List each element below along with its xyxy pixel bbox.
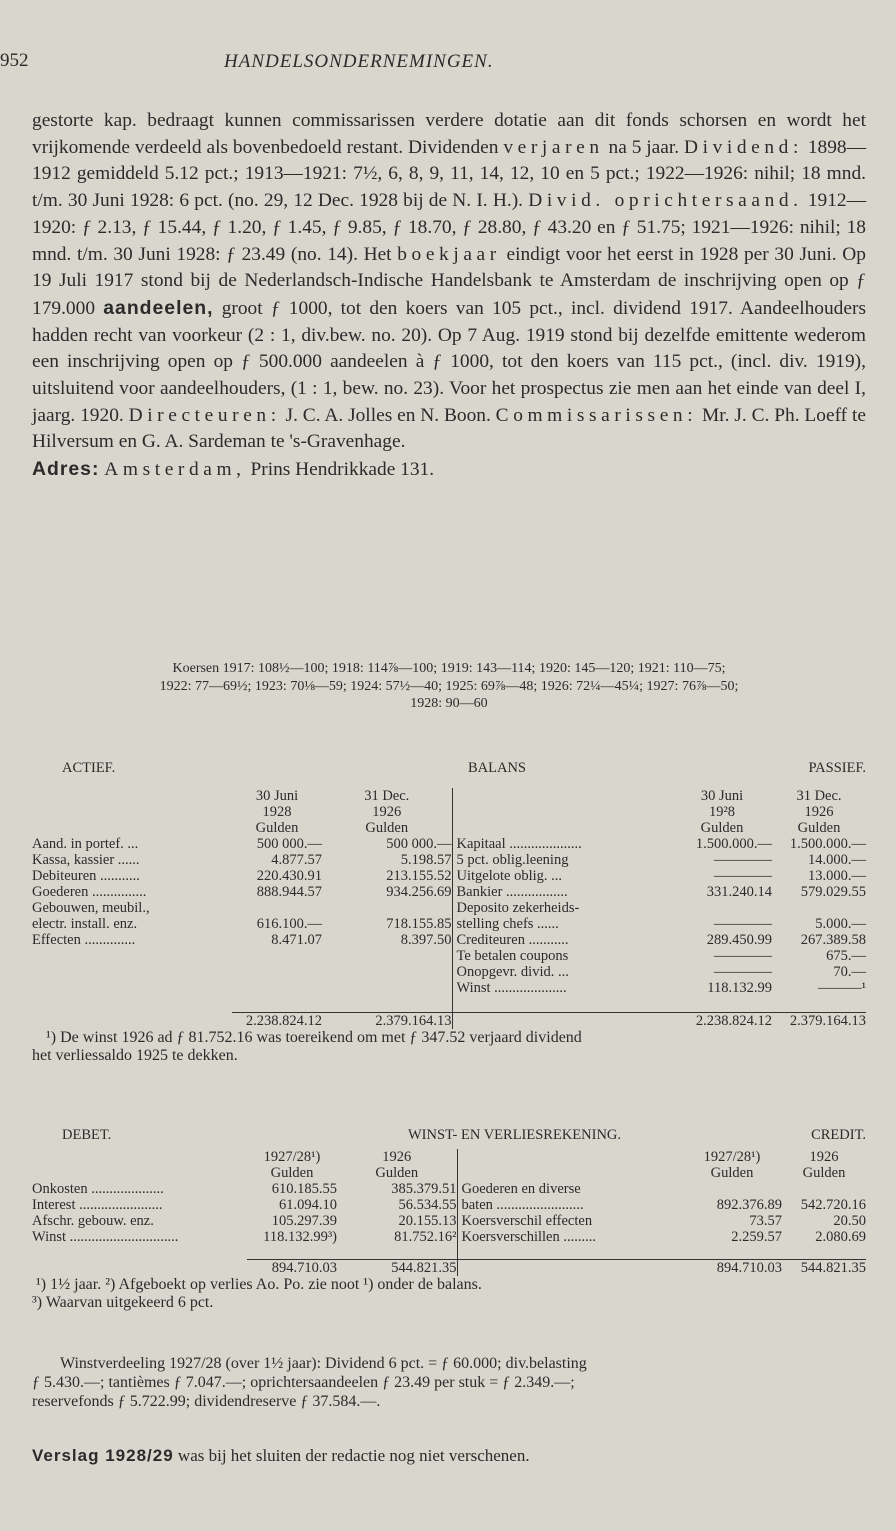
body-paragraph <box>32 108 866 456</box>
col-header: 1926 Gulden <box>375 1149 419 1181</box>
profit-distribution: Winstverdeeling 1927/28 (over 1½ jaar): Dividend 6 pct. = ƒ 60.000; div.belasting ƒ 5.430.—; tantièmes ƒ 7.047.—; oprichtersaandeelen ƒ 23.49 per stuk = ƒ 2.349.—; reservefonds ƒ 5.722.99; dividendreserve ƒ 37.584.—. <box>32 1355 587 1410</box>
text-segment: 1912—1920: ƒ 2.13, ƒ 15.44, ƒ 1.20, ƒ 1.45, ƒ 9.85, ƒ 18.70, ƒ 28.80, ƒ 43.20 en ƒ 51.75; 1921—1926: nihil; 18 mnd. t/m. 30 Juni 1928: ƒ 23.49 (no. 14). Het <box>32 190 866 265</box>
passief-title: PASSIEF. <box>808 760 866 776</box>
table-row: Winst .............................. 118.132.99³) 81.752.16² Koersverschillen ......... 2.259.57 2.080.69 <box>32 1229 866 1245</box>
company-description <box>32 108 866 484</box>
bold-term: aandeelen, <box>103 296 214 319</box>
running-title: HANDELSONDERNEMINGEN. <box>224 51 494 72</box>
balance-footnote: ¹) De winst 1926 ad ƒ 81.752.16 was toereikend om met ƒ 347.52 verjaard dividend het verliessaldo 1925 te dekken. <box>32 1029 582 1064</box>
spaced-term: boekjaar <box>397 243 501 265</box>
spaced-term: Directeuren: <box>128 404 281 426</box>
col-header: 1927/28¹) Gulden <box>263 1149 321 1181</box>
address-street: Prins Hendrikkade 131. <box>245 459 435 481</box>
spaced-term: Divid. oprichtersaand. <box>528 190 803 212</box>
totals-row: 894.710.03 544.821.35 894.710.03 544.821.35 <box>32 1259 866 1276</box>
table-row: Onkosten .................... 610.185.55 385.379.51 Goederen en diverse <box>32 1181 866 1197</box>
address-line <box>32 456 866 484</box>
table-row: Afschr. gebouw. enz. 105.297.39 20.155.13 Koersverschil effecten 73.57 20.50 <box>32 1213 866 1229</box>
pl-footnote: ¹) 1½ jaar. ²) Afgeboekt op verlies Ao. Po. zie noot ¹) onder de balans. ³) Waarvan uitgekeerd 6 pct. <box>32 1275 482 1311</box>
text-segment: groot ƒ 1000, tot den koers van 105 pct., incl. dividend 1917. Aandeelhouders hadden recht van voorkeur (2 : 1, div.bew. no. 20). Op 7 Aug. 1919 stond bij dezelfde emittente wederom een inschrijving open op ƒ 500.000 aandeelen à ƒ 1000, tot den koers van 115 pct., (incl. div. 1919), uitsluitend voor aandeelhouders, (1 : 1, bew. no. 23). Voor het prospectus zie men aan het einde van deel I, jaarg. 1920. <box>32 297 866 426</box>
text-segment: Mr. J. C. Ph. Loeff te Hilversum en G. A. Sardeman te 's-Gravenhage. <box>32 404 866 453</box>
debet-title: DEBET. <box>62 1127 112 1143</box>
text-segment: gestorte kap. bedraagt kunnen commissarissen verdere dotatie aan dit fonds schorsen en wordt het vrijkomende verdeeld als bovenbedoeld restant. Dividenden <box>32 110 866 158</box>
col-header: 31 Dec. 1926 Gulden <box>364 788 410 836</box>
col-header: 30 Juni 1928 Gulden <box>255 788 299 836</box>
report-text: was bij het sluiten der redactie nog niet verschenen. <box>173 1446 530 1465</box>
spaced-term: verjaren <box>503 136 604 158</box>
table-row: Onopgevr. divid. ... ———— 70.— <box>32 964 866 980</box>
koersen-line: Koersen 1917: 108½—100; 1918: 114⅞—100; 1919: 143—114; 1920: 145—120; 1921: 110—75; <box>172 661 726 676</box>
report-label: Verslag 1928/29 <box>32 1446 174 1465</box>
pl-title: WINST- EN VERLIESREKENING. <box>407 1127 622 1143</box>
text-segment: 1898—1912 gemiddeld 5.12 pct.; 1913—1921: 7½, 6, 8, 9, 11, 14, 12, 10 en 5 pct.; 1922—1926: nihil; 18 mnd. t/m. 30 Juni 1928: 6 pct. (no. 29, 12 Dec. 1928 bij de N. I. H.). <box>32 136 866 212</box>
koersen-block <box>32 660 866 713</box>
report-note <box>32 1446 866 1466</box>
profit-loss-account <box>32 1127 866 1312</box>
table-row: Interest ....................... 61.094.10 56.534.55 baten ........................ 892.376.89 542.720.16 <box>32 1197 866 1213</box>
col-header: 1927/28¹) Gulden <box>703 1149 761 1181</box>
address-city: Amsterdam, <box>104 459 246 481</box>
spaced-term: Dividend: <box>683 136 803 158</box>
col-header: 31 Dec. 1926 Gulden <box>796 788 842 836</box>
totals-row: 2.238.824.12 2.379.164.13 2.238.824.12 2.379.164.13 <box>32 1013 866 1030</box>
actief-title: ACTIEF. <box>62 760 116 776</box>
balance-sheet <box>32 760 866 1065</box>
table-row: Goederen ............... 888.944.57 934.256.69 Bankier ................. 331.240.14 579.029.55 <box>32 884 866 900</box>
koersen-line: 1922: 77—69½; 1923: 70⅛—59; 1924: 57½—40; 1925: 69⅞—48; 1926: 72¼—45¼; 1927: 76⅞—50; <box>159 678 739 694</box>
table-row: Kassa, kassier ...... 4.877.57 5.198.57 5 pct. oblig.leening ———— 14.000.— <box>32 852 866 868</box>
table-row: Te betalen coupons ———— 675.— <box>32 948 866 964</box>
koersen-line: 1928: 90—60 <box>410 696 488 711</box>
balance-title: BALANS <box>467 760 526 776</box>
table-row: Effecten .............. 8.471.07 8.397.50 Crediteuren ........... 289.450.99 267.389.58 <box>32 932 866 948</box>
text-segment: na 5 jaar. <box>603 136 684 158</box>
address-label: Adres: <box>32 458 100 481</box>
table-row: Gebouwen, meubil., Deposito zekerheids- <box>32 900 866 916</box>
page-number: 952 <box>0 50 29 71</box>
table-row: Winst .................... 118.132.99 ———¹ <box>32 980 866 996</box>
col-header: 1926 Gulden <box>802 1149 846 1181</box>
spaced-term: Commissarissen: <box>495 404 698 426</box>
text-segment: eindigt voor het eerst in 1928 per 30 Juni. Op 19 Juli 1917 stond bij de Nederlandsch-Indische Handelsbank te Amsterdam de inschrijving open op ƒ 179.000 <box>32 243 866 319</box>
credit-title: CREDIT. <box>811 1127 866 1143</box>
col-header: 30 Juni 19²8 Gulden <box>700 788 744 836</box>
text-segment: J. C. A. Jolles en N. Boon. <box>280 404 496 426</box>
table-row: electr. install. enz. 616.100.— 718.155.85 stelling chefs ...... ———— 5.000.— <box>32 916 866 932</box>
table-row: Debiteuren ........... 220.430.91 213.155.52 Uitgelote oblig. ... ———— 13.000.— <box>32 868 866 884</box>
table-row: Aand. in portef. ... 500 000.— 500 000.— Kapitaal .................... 1.500.000.— 1.500.000.— <box>32 836 866 852</box>
